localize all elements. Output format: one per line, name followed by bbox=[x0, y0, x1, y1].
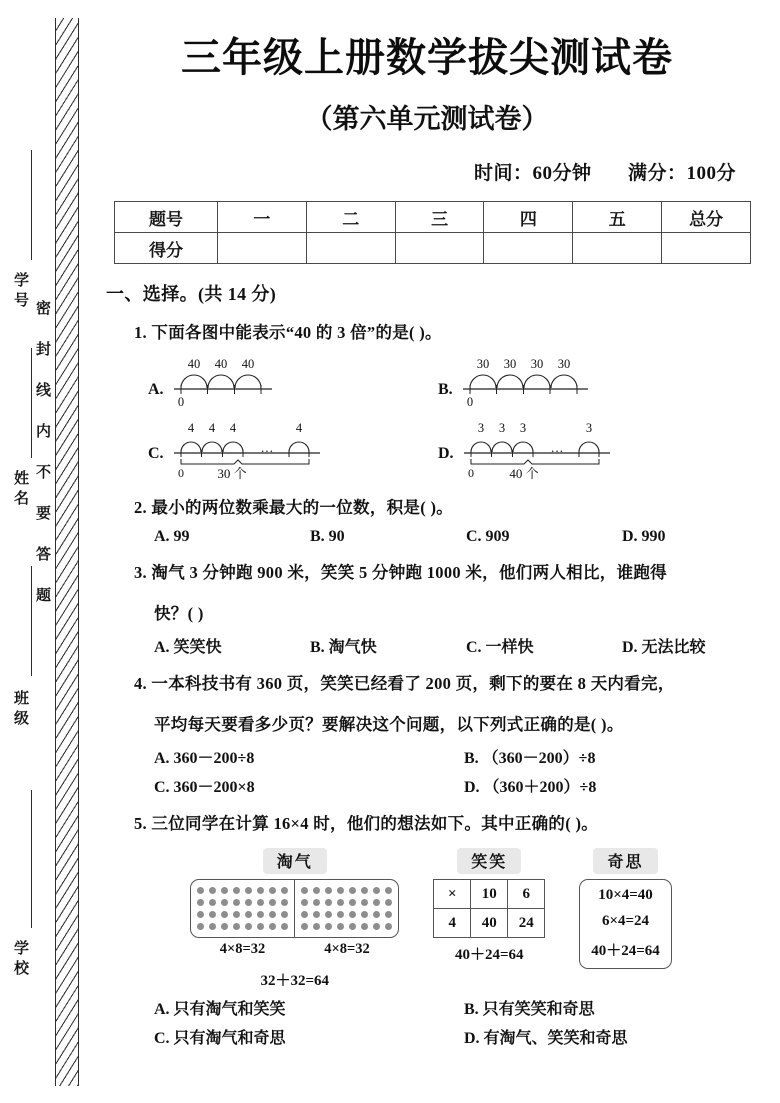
question-4-text-line2 bbox=[154, 711, 780, 739]
section-heading-choice: 一、选择。(共 14 分) bbox=[106, 284, 277, 304]
svg-text:30: 30 bbox=[476, 357, 489, 371]
question-3-options bbox=[154, 634, 780, 657]
table-row bbox=[434, 880, 545, 909]
person-xiaoxiao bbox=[433, 848, 545, 964]
svg-text:0: 0 bbox=[467, 466, 474, 480]
number-line-diagram-b bbox=[461, 355, 626, 411]
calculation-steps-box bbox=[579, 879, 672, 969]
score-table-col-5: 五 bbox=[573, 202, 662, 233]
score-table-col-total: 总分 bbox=[662, 202, 751, 233]
dot-grid-right bbox=[294, 880, 398, 937]
score-table-col-2: 二 bbox=[306, 202, 395, 233]
svg-text:40: 40 bbox=[214, 357, 227, 371]
hatch-rule-right bbox=[78, 18, 79, 1086]
question-2-option-b[interactable]: B. 90 bbox=[310, 528, 345, 545]
question-5-option-b[interactable]: B. 只有笑笑和奇思 bbox=[464, 1001, 595, 1018]
score-table-col-1: 一 bbox=[218, 202, 307, 233]
table-value-cell-1: 40 bbox=[471, 909, 508, 938]
table-row bbox=[115, 202, 751, 233]
question-4-option-a[interactable]: A. 360－200÷8 bbox=[154, 750, 255, 767]
option-letter: C. bbox=[148, 445, 164, 462]
seal-write-line bbox=[31, 790, 32, 928]
seal-phrase: 密封线内不要答题 bbox=[34, 300, 50, 628]
equation-left: 4×8=32 bbox=[219, 941, 266, 957]
person-name-xiaoxiao: 笑笑 bbox=[457, 848, 521, 874]
page-title: 三年级上册数学拔尖测试卷 bbox=[181, 35, 673, 80]
question-5-number: 5. bbox=[134, 814, 147, 833]
svg-text:3: 3 bbox=[498, 421, 505, 435]
score-cell-3[interactable] bbox=[395, 233, 484, 264]
question-3-number: 3. bbox=[134, 563, 147, 582]
multiplication-table bbox=[433, 879, 545, 938]
svg-text:4: 4 bbox=[295, 421, 302, 435]
question-3-body-line1: 淘气 3 分钟跑 900 米，笑笑 5 分钟跑 1000 米，他们两人相比，谁跑得 bbox=[151, 563, 667, 582]
table-operator-cell: × bbox=[434, 880, 471, 909]
question-1-option-d[interactable] bbox=[438, 419, 728, 481]
question-1-option-a[interactable] bbox=[148, 355, 438, 411]
seal-label-school: 学校 bbox=[12, 940, 28, 980]
score-table-row-label: 得分 bbox=[115, 233, 218, 264]
question-5-option-d[interactable]: D. 有淘气、笑笑和奇思 bbox=[464, 1030, 628, 1047]
question-5-options-row2 bbox=[154, 1025, 780, 1048]
question-3-option-b[interactable]: B. 淘气快 bbox=[310, 639, 377, 656]
svg-text:4: 4 bbox=[229, 421, 236, 435]
score-cell-1[interactable] bbox=[218, 233, 307, 264]
question-1-diagrams bbox=[148, 355, 780, 481]
question-1-option-b[interactable] bbox=[438, 355, 728, 411]
question-2-option-c[interactable]: C. 909 bbox=[466, 528, 510, 545]
question-2-option-a[interactable]: A. 99 bbox=[154, 528, 190, 545]
svg-text:3: 3 bbox=[519, 421, 526, 435]
question-5-thinking-boxes bbox=[92, 848, 780, 990]
svg-text:…: … bbox=[260, 440, 274, 455]
svg-text:0: 0 bbox=[466, 395, 473, 409]
question-3-body-line2: 快？( ) bbox=[154, 604, 204, 623]
question-3-option-a[interactable]: A. 笑笑快 bbox=[154, 639, 222, 656]
score-table-col-3: 三 bbox=[395, 202, 484, 233]
svg-text:30 个: 30 个 bbox=[216, 466, 247, 481]
exam-meta bbox=[92, 158, 736, 185]
svg-text:40 个: 40 个 bbox=[508, 466, 539, 481]
svg-text:0: 0 bbox=[177, 395, 184, 409]
table-header-cell-2: 6 bbox=[508, 880, 545, 909]
number-line-diagram-d bbox=[462, 419, 647, 481]
person-qisi bbox=[579, 848, 672, 969]
question-4-option-c[interactable]: C. 360－200×8 bbox=[154, 779, 255, 796]
question-4-body-line2: 平均每天要看多少页？要解决这个问题，以下列式正确的是( )。 bbox=[154, 715, 624, 734]
question-2-text bbox=[134, 494, 780, 522]
dot-grid-equations bbox=[190, 941, 399, 958]
question-5-option-c[interactable]: C. 只有淘气和奇思 bbox=[154, 1030, 286, 1047]
svg-text:3: 3 bbox=[477, 421, 484, 435]
svg-text:30: 30 bbox=[503, 357, 516, 371]
seal-write-line bbox=[31, 566, 32, 676]
question-1-body: 下面各图中能表示“40 的 3 倍”的是( )。 bbox=[151, 323, 442, 342]
person-taoqi bbox=[190, 848, 399, 990]
seal-label-name: 姓名 bbox=[12, 470, 28, 510]
question-3-option-c[interactable]: C. 一样快 bbox=[466, 639, 534, 656]
question-5-options-row1 bbox=[154, 996, 780, 1019]
question-4-text bbox=[134, 670, 780, 698]
number-line-diagram-c bbox=[172, 419, 357, 481]
question-1-number: 1. bbox=[134, 323, 147, 342]
calculation-step-1: 10×4=40 bbox=[598, 887, 653, 903]
option-letter: A. bbox=[148, 381, 164, 398]
calculation-step-2: 6×4=24 bbox=[601, 913, 650, 929]
question-4-option-d[interactable]: D. （360＋200）÷8 bbox=[464, 779, 597, 796]
dot-grid-sum: 32＋32=64 bbox=[260, 973, 329, 989]
equation-right: 4×8=32 bbox=[324, 941, 370, 957]
dot-grid-left bbox=[191, 880, 294, 937]
svg-text:40: 40 bbox=[241, 357, 254, 371]
seal-label-student-id: 学号 bbox=[12, 272, 28, 312]
question-5-option-a[interactable]: A. 只有淘气和笑笑 bbox=[154, 1001, 286, 1018]
question-1-option-c[interactable] bbox=[148, 419, 438, 481]
score-table-row-label: 题号 bbox=[115, 202, 218, 233]
calculation-step-3: 40＋24=64 bbox=[591, 943, 660, 959]
hatch-band bbox=[56, 18, 78, 1086]
score-cell-total[interactable] bbox=[662, 233, 751, 264]
option-letter: D. bbox=[438, 445, 454, 462]
svg-text:30: 30 bbox=[530, 357, 543, 371]
hatch-rule-left bbox=[55, 18, 56, 1086]
sealing-strip bbox=[0, 0, 92, 1103]
question-3-text-line2 bbox=[154, 600, 780, 628]
score-table-col-4: 四 bbox=[484, 202, 573, 233]
table-header-cell-1: 10 bbox=[471, 880, 508, 909]
number-line-diagram-a bbox=[172, 355, 337, 411]
option-letter: B. bbox=[438, 381, 453, 398]
seal-label-class: 班级 bbox=[12, 690, 28, 730]
person-name-taoqi: 淘气 bbox=[263, 848, 327, 874]
svg-text:0: 0 bbox=[177, 466, 184, 480]
seal-write-line bbox=[31, 348, 32, 458]
question-5-body: 三位同学在计算 16×4 时，他们的想法如下。其中正确的( )。 bbox=[151, 814, 599, 833]
question-2-number: 2. bbox=[134, 498, 147, 517]
question-4-number: 4. bbox=[134, 674, 147, 693]
svg-text:4: 4 bbox=[208, 421, 215, 435]
score-cell-5[interactable] bbox=[573, 233, 662, 264]
question-4-options-row2 bbox=[154, 774, 780, 797]
question-4-options-row1 bbox=[154, 745, 780, 768]
svg-text:4: 4 bbox=[187, 421, 194, 435]
question-1-text bbox=[134, 319, 780, 347]
score-cell-4[interactable] bbox=[484, 233, 573, 264]
multiplication-table-sum: 40＋24=64 bbox=[454, 947, 524, 963]
question-2-options bbox=[154, 528, 780, 546]
table-row-label: 4 bbox=[434, 909, 471, 938]
person-name-qisi: 奇思 bbox=[593, 848, 657, 874]
question-3-text bbox=[134, 559, 780, 587]
question-5-text bbox=[134, 810, 780, 838]
svg-text:40: 40 bbox=[187, 357, 200, 371]
page-subtitle: （第六单元测试卷） bbox=[305, 104, 549, 134]
table-row bbox=[434, 909, 545, 938]
svg-text:…: … bbox=[550, 440, 564, 455]
seal-write-line bbox=[31, 150, 32, 260]
dot-array-diagram bbox=[190, 879, 399, 938]
table-row bbox=[115, 233, 751, 264]
svg-text:30: 30 bbox=[557, 357, 570, 371]
table-value-cell-2: 24 bbox=[508, 909, 545, 938]
svg-text:3: 3 bbox=[585, 421, 592, 435]
question-4-option-b[interactable]: B. （360－200）÷8 bbox=[464, 750, 596, 767]
question-3-option-d[interactable]: D. 无法比较 bbox=[622, 639, 706, 656]
question-2-option-d[interactable]: D. 990 bbox=[622, 528, 666, 545]
exam-time: 时间：60分钟 bbox=[473, 163, 592, 184]
question-4-body-line1: 一本科技书有 360 页，笑笑已经看了 200 页，剩下的要在 8 天内看完， bbox=[151, 674, 675, 693]
question-2-body: 最小的两位数乘最大的一位数，积是( )。 bbox=[151, 498, 454, 517]
exam-total-score: 满分：100分 bbox=[627, 163, 736, 184]
score-table bbox=[114, 201, 751, 264]
exam-paper bbox=[92, 0, 780, 1103]
score-cell-2[interactable] bbox=[306, 233, 395, 264]
